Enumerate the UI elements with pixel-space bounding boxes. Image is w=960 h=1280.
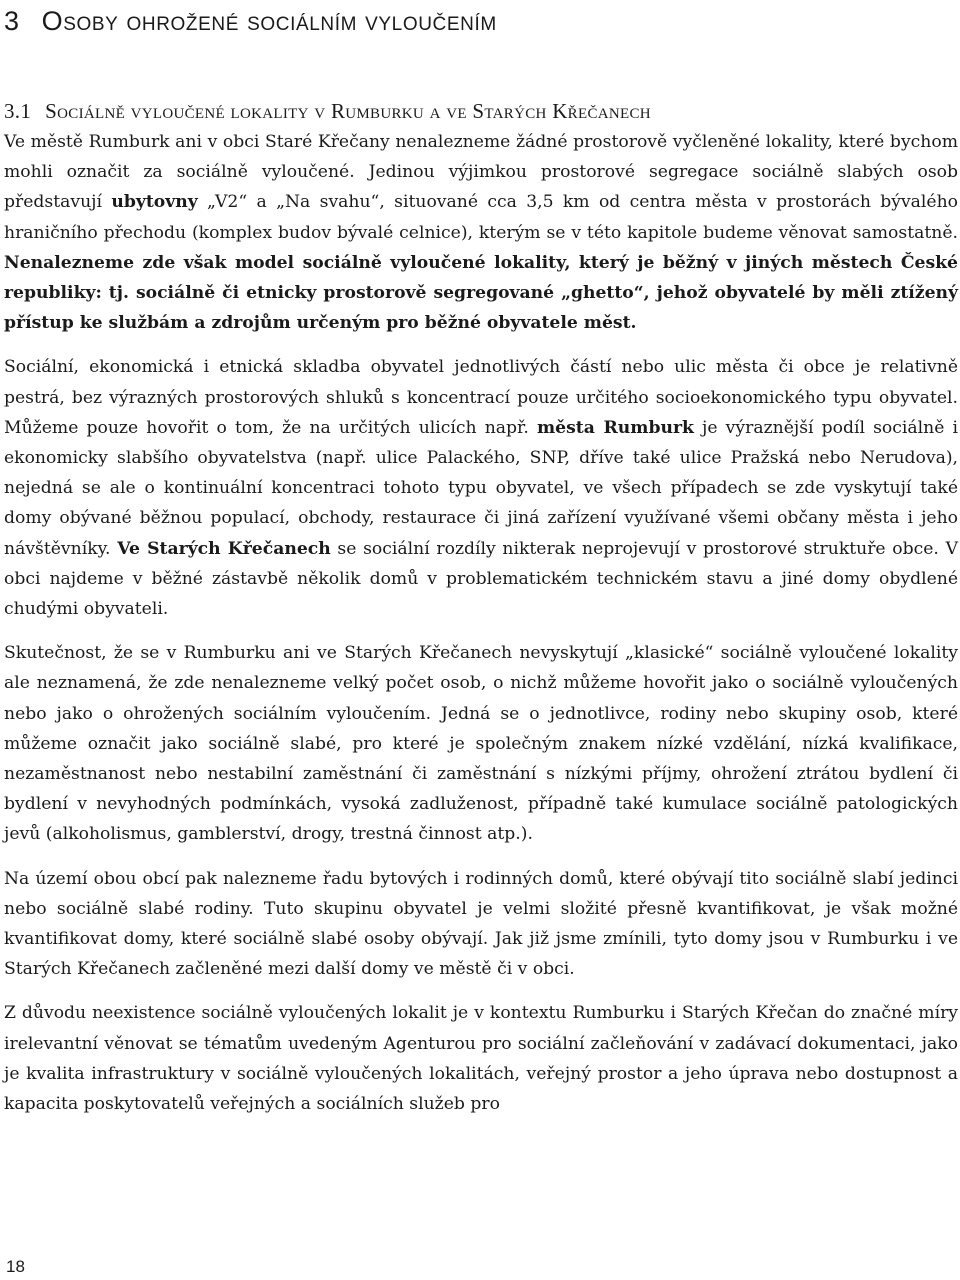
section-number: 3.1 [4, 99, 32, 123]
paragraph-text: se sociální rozdíly nikterak neprojevují v prostorové struktuře obce. V obci najdeme v běžné zástavbě několik domů v problematickém technickém stavu a jiné domy obydlené chudými obyvateli. [4, 538, 958, 620]
paragraph-1 [4, 127, 958, 338]
paragraph-text: je výraznější podíl sociálně i ekonomicky slabšího obyvatelstva (např. ulice Palackého, SNP, dříve také ulice Pražská nebo Nerudova), nejedná se ale o kontinuální koncentraci tohoto typu obyvatel, ve všech případech se zde vyskytují také domy obývané běžnou populací, obchody, restaurace či jiná zařízení využívané všemi občany města i jeho návštěvníky. [4, 417, 959, 559]
section-title: Sociálně vyloučené lokality v Rumburku a ve Starých Křečanech [45, 99, 651, 123]
bold-statement: Nenalezneme zde však model sociálně vyloučené lokality, který je běžný v jiných městech České republiky: tj. sociálně či etnicky prostorově segregované „ghetto“, jehož obyvatelé by měli ztížený přístup ke službám a zdrojům určeným pro běžné obyvatele měst. [4, 252, 958, 334]
section-heading [4, 95, 958, 127]
paragraph-text: „V2“ a „Na svahu“, situované cca 3,5 km od centra města v prostorách bývalého hraničního přechodu (komplex budov bývalé celnice), kterým se v této kapitole budeme věnovat samostatně. [4, 192, 958, 243]
document-page [4, 0, 958, 1119]
bold-term: ubytovny [111, 192, 198, 213]
chapter-number: 3 [4, 6, 20, 36]
paragraph-text: Sociální, ekonomická i etnická skladba obyvatel jednotlivých částí nebo ulic města či obce je relativně pestrá, bez výrazných prostorových shluků s koncentrací pouze určitého socioekonomického typu obyvatel. Můžeme pouze hovořit o tom, že na určitých ulicích např. [4, 357, 958, 438]
bold-term: Ve Starých Křečanech [117, 538, 331, 559]
paragraph-text: Ve městě Rumburk ani v obci Staré Křečany nenalezneme žádné prostorově vyčleněné lokality, které bychom mohli označit za sociálně vyloučené. Jedinou výjimkou prostorové segregace sociálně slabých osob představují [4, 132, 958, 213]
bold-term: města Rumburk [536, 417, 694, 438]
paragraph-4: Na území obou obcí pak nalezneme řadu bytových i rodinných domů, které obývají tito sociálně slabí jedinci nebo sociálně slabé rodiny. Tuto skupinu obyvatel je velmi složité přesně kvantifikovat, je však možné kvantifikovat domy, které sociálně slabé osoby obývají. Jak již jsme zmínili, tyto domy jsou v Rumburku i ve Starých Křečanech začleněné mezi další domy ve městě či v obci. [4, 868, 958, 980]
chapter-heading [4, 0, 958, 38]
page-number: 18 [6, 1257, 25, 1276]
paragraph-2 [4, 352, 958, 624]
chapter-title: Osoby ohrožené sociálním vyloučením [41, 6, 497, 36]
paragraph-3: Skutečnost, že se v Rumburku ani ve Starých Křečanech nevyskytují „klasické“ sociálně vyloučené lokality ale neznamená, že zde nenalezneme velký počet osob, o nichž můžeme hovořit jako o sociálně vyloučených nebo jako o ohrožených sociálním vyloučením. Jedná se o jednotlivce, rodiny nebo skupiny osob, které můžeme označit jako sociálně slabé, pro které je společným znakem nízké vzdělání, nízká kvalifikace, nezaměstnanost nebo nestabilní zaměstnání či zaměstnání s nízkými příjmy, ohrožení ztrátou bydlení či bydlení v nevyhodných podmínkách, vysoká zadluženost, případně také kumulace sociálně patologických jevů (alkoholismus, gamblerství, drogy, trestná činnost atp.). [4, 643, 958, 845]
paragraph-5: Z důvodu neexistence sociálně vyloučených lokalit je v kontextu Rumburku i Starých Křečan do značné míry irelevantní věnovat se tématům uvedeným Agenturou pro sociální začleňování v zadávací dokumentaci, jako je kvalita infrastruktury v sociálně vyloučených lokalitách, veřejný prostor a jeho úprava nebo dostupnost a kapacita poskytovatelů veřejných a sociálních služeb pro [4, 1003, 958, 1115]
